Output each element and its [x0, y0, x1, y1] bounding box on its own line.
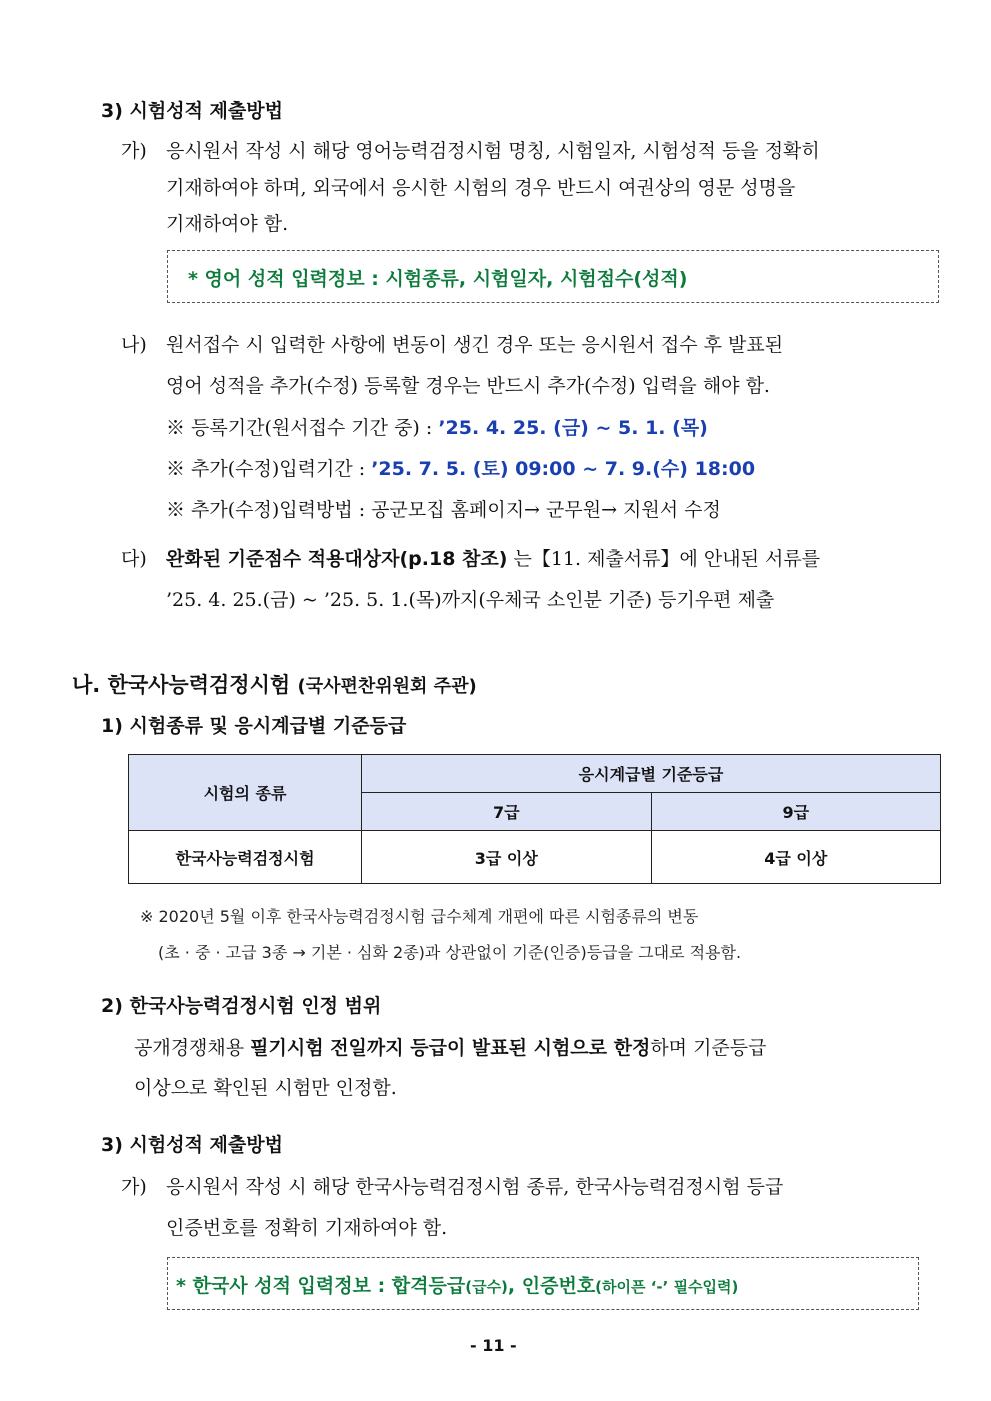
- amendment-period: ’25. 7. 5. (토) 09:00 ~ 7. 9.(수) 18:00: [371, 458, 756, 480]
- footnote: ※ 2020년 5월 이후 한국사능력검정시험 급수체계 개편에 따른 시험종류의 변동: [140, 907, 699, 926]
- paragraph-line: 영어 성적을 추가(수정) 등록할 경우는 반드시 추가(수정) 입력을 해야 함.: [166, 375, 770, 397]
- table-header: 응시계급별 기준등급: [362, 755, 941, 793]
- paragraph-line: 인증번호를 정확히 기재하여야 함.: [166, 1217, 448, 1239]
- note-label: ※ 등록기간(원서접수 기간 중) :: [166, 417, 439, 439]
- table-cell: 한국사능력검정시험: [129, 831, 362, 884]
- list-marker: 나): [121, 334, 147, 356]
- footnote: (초 · 중 · 고급 3종 → 기본 · 심화 2종)과 상관없이 기준(인증)등급을 그대로 적용함.: [158, 943, 742, 962]
- list-marker: 가): [121, 1176, 147, 1198]
- info-box-text: * 한국사 성적 입력정보 : 합격등급(급수), 인증번호(하이픈 ‘-’ 필수입력): [176, 1275, 739, 1297]
- paragraph-line: 원서접수 시 입력한 사항에 변동이 생긴 경우 또는 응시원서 접수 후 발표된: [166, 334, 784, 356]
- table-header: 7급: [362, 793, 652, 831]
- section-heading: 3) 시험성적 제출방법: [101, 1134, 283, 1156]
- paragraph-line: 응시원서 작성 시 해당 한국사능력검정시험 종류, 한국사능력검정시험 등급: [166, 1176, 784, 1198]
- note-line: [166, 413, 708, 440]
- section-heading: 2) 한국사능력검정시험 인정 범위: [101, 995, 382, 1017]
- table-cell: 3급 이상: [362, 831, 652, 884]
- paragraph-line: 완화된 기준점수 적용대상자(p.18 참조) 는【11. 제출서류】에 안내된 서류를: [166, 548, 821, 570]
- paragraph-line: 응시원서 작성 시 해당 영어능력검정시험 명칭, 시험일자, 시험성적 등을 정확히: [166, 140, 820, 162]
- paragraph-line: 공개경쟁채용 필기시험 전일까지 등급이 발표된 시험으로 한정하며 기준등급: [134, 1037, 767, 1059]
- list-marker: 다): [121, 548, 147, 570]
- emphasis: 필기시험 전일까지 등급이 발표된 시험으로 한정: [250, 1037, 651, 1059]
- note-label: ※ 추가(수정)입력기간 :: [166, 458, 372, 480]
- emphasis: 완화된 기준점수 적용대상자(p.18 참조): [166, 548, 508, 570]
- table-header: 9급: [651, 793, 941, 831]
- section-heading: 1) 시험종류 및 응시계급별 기준등급: [101, 715, 407, 737]
- table-cell: 4급 이상: [651, 831, 941, 884]
- paragraph-line: 기재하여야 하며, 외국에서 응시한 시험의 경우 반드시 여권상의 영문 성명을: [166, 177, 796, 199]
- paragraph-line: ’25. 4. 25.(금) ~ ’25. 5. 1.(목)까지(우체국 소인분 기준) 등기우편 제출: [166, 589, 775, 611]
- section-title: 나. 한국사능력검정시험 (국사편찬위원회 주관): [72, 673, 477, 697]
- registration-period: ’25. 4. 25. (금) ~ 5. 1. (목): [438, 417, 708, 439]
- list-marker: 가): [121, 140, 147, 162]
- table-header: 시험의 종류: [129, 755, 362, 831]
- paragraph-line: 기재하여야 함.: [166, 213, 289, 235]
- info-box-text: * 영어 성적 입력정보 : 시험종류, 시험일자, 시험점수(성적): [188, 268, 688, 290]
- section-heading: 3) 시험성적 제출방법: [101, 100, 283, 122]
- grade-table: [128, 754, 941, 884]
- note-line: [166, 454, 755, 481]
- paragraph-line: 이상으로 확인된 시험만 인정함.: [134, 1077, 397, 1099]
- page-number: - 11 -: [470, 1336, 517, 1355]
- note-line: ※ 추가(수정)입력방법 : 공군모집 홈페이지→ 군무원→ 지원서 수정: [166, 499, 721, 521]
